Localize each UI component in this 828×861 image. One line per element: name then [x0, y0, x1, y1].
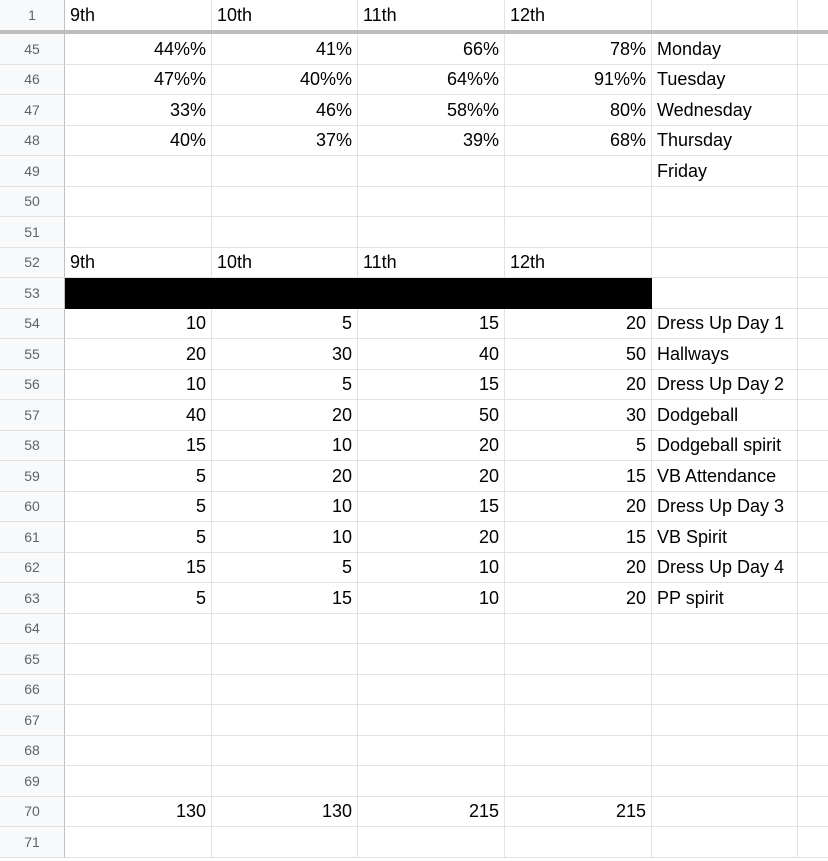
cell[interactable]: Dress Up Day 4 — [652, 553, 798, 584]
grid-row — [0, 614, 828, 645]
frozen-row-divider[interactable] — [0, 30, 828, 34]
cell[interactable]: 215 — [358, 797, 505, 828]
cell[interactable]: Tuesday — [652, 65, 798, 96]
cell[interactable]: 15 — [505, 461, 652, 492]
cell[interactable]: Friday — [652, 156, 798, 187]
cell[interactable] — [505, 705, 652, 736]
cell[interactable]: 15 — [358, 309, 505, 340]
cell[interactable] — [505, 766, 652, 797]
cell[interactable]: 20 — [358, 522, 505, 553]
grid-row — [0, 736, 828, 767]
cell[interactable] — [798, 95, 828, 126]
row-number-header[interactable]: 70 — [0, 797, 65, 828]
cell[interactable] — [212, 614, 358, 645]
cell[interactable]: 5 — [65, 583, 212, 614]
grid-row — [0, 34, 828, 65]
cell[interactable]: 66% — [358, 34, 505, 65]
cell[interactable]: 130 — [65, 797, 212, 828]
cell[interactable] — [798, 65, 828, 96]
cell[interactable] — [505, 614, 652, 645]
cell[interactable] — [798, 370, 828, 401]
row-number-header[interactable]: 53 — [0, 278, 65, 309]
grid-row — [0, 370, 828, 401]
cell[interactable]: 130 — [212, 797, 358, 828]
cell[interactable] — [212, 736, 358, 767]
cell[interactable] — [798, 797, 828, 828]
row-number-header[interactable]: 51 — [0, 217, 65, 248]
cell[interactable]: 5 — [212, 553, 358, 584]
grid-row — [0, 583, 828, 614]
cell[interactable]: 41% — [212, 34, 358, 65]
row-number-header[interactable]: 67 — [0, 705, 65, 736]
cell[interactable]: 20 — [212, 461, 358, 492]
cell[interactable]: Dress Up Day 1 — [652, 309, 798, 340]
cell[interactable] — [798, 827, 828, 858]
grid-row — [0, 156, 828, 187]
row-number-header[interactable]: 1 — [0, 0, 65, 31]
cell[interactable]: 10 — [65, 370, 212, 401]
row-number-header[interactable]: 60 — [0, 492, 65, 523]
cell[interactable]: 91%% — [505, 65, 652, 96]
row-number-header[interactable]: 54 — [0, 309, 65, 340]
grid-row — [0, 187, 828, 218]
cell[interactable]: 20 — [505, 309, 652, 340]
cell[interactable]: Wednesday — [652, 95, 798, 126]
cell[interactable] — [798, 278, 828, 309]
cell[interactable]: 9th — [65, 248, 212, 279]
cell[interactable]: 50 — [358, 400, 505, 431]
cell[interactable] — [358, 614, 505, 645]
cell[interactable]: Thursday — [652, 126, 798, 157]
cell[interactable] — [798, 0, 828, 31]
grid-row — [0, 492, 828, 523]
cell[interactable] — [798, 766, 828, 797]
cell[interactable] — [505, 644, 652, 675]
cell[interactable] — [798, 217, 828, 248]
cell[interactable]: 15 — [65, 553, 212, 584]
cell[interactable] — [505, 827, 652, 858]
cell[interactable]: 40%% — [212, 65, 358, 96]
cell[interactable] — [652, 827, 798, 858]
row-number-header[interactable]: 68 — [0, 736, 65, 767]
cell[interactable] — [65, 675, 212, 706]
cell[interactable]: 12th — [505, 248, 652, 279]
cell[interactable]: 15 — [358, 370, 505, 401]
cell[interactable]: Dress Up Day 2 — [652, 370, 798, 401]
cell[interactable]: Hallways — [652, 339, 798, 370]
cell[interactable] — [798, 553, 828, 584]
cell[interactable]: 78% — [505, 34, 652, 65]
cell[interactable] — [652, 736, 798, 767]
cell[interactable]: 9th — [65, 0, 212, 31]
cell[interactable]: 30 — [212, 339, 358, 370]
row-number-header[interactable]: 59 — [0, 461, 65, 492]
cell[interactable] — [652, 675, 798, 706]
cell[interactable] — [798, 34, 828, 65]
cell[interactable] — [798, 736, 828, 767]
cell[interactable] — [212, 827, 358, 858]
cell[interactable]: Dress Up Day 3 — [652, 492, 798, 523]
grid-row — [0, 248, 828, 279]
cell[interactable]: 50 — [505, 339, 652, 370]
cell[interactable]: VB Attendance — [652, 461, 798, 492]
cell[interactable]: 58%% — [358, 95, 505, 126]
row-number-header[interactable]: 64 — [0, 614, 65, 645]
cell[interactable]: 5 — [212, 370, 358, 401]
cell[interactable]: 5 — [65, 522, 212, 553]
cell[interactable]: 68% — [505, 126, 652, 157]
grid-row — [0, 522, 828, 553]
cell[interactable]: 33% — [65, 95, 212, 126]
cell[interactable]: 10 — [212, 492, 358, 523]
grid-row — [0, 400, 828, 431]
row-number-header[interactable]: 63 — [0, 583, 65, 614]
cell[interactable]: 10th — [212, 248, 358, 279]
grid-row — [0, 95, 828, 126]
cell[interactable] — [652, 217, 798, 248]
grid-row — [0, 278, 828, 309]
cell[interactable]: 20 — [505, 370, 652, 401]
row-number-header[interactable]: 61 — [0, 522, 65, 553]
cell[interactable] — [65, 827, 212, 858]
cell[interactable] — [358, 766, 505, 797]
cell[interactable]: 47%% — [65, 65, 212, 96]
cell[interactable]: 37% — [212, 126, 358, 157]
cell[interactable] — [505, 736, 652, 767]
grid-row — [0, 0, 828, 31]
cell[interactable] — [652, 278, 798, 309]
cell[interactable]: 20 — [505, 553, 652, 584]
cell[interactable] — [798, 248, 828, 279]
cell[interactable] — [505, 156, 652, 187]
row-number-header[interactable]: 48 — [0, 126, 65, 157]
row-number-header[interactable]: 47 — [0, 95, 65, 126]
cell[interactable] — [798, 522, 828, 553]
cell[interactable] — [652, 187, 798, 218]
cell[interactable]: 20 — [358, 431, 505, 462]
cell[interactable] — [798, 156, 828, 187]
grid-row — [0, 217, 828, 248]
cell[interactable]: 11th — [358, 0, 505, 31]
cell[interactable]: 30 — [505, 400, 652, 431]
cell[interactable] — [652, 614, 798, 645]
row-number-header[interactable]: 62 — [0, 553, 65, 584]
cell[interactable] — [798, 400, 828, 431]
cell[interactable] — [212, 217, 358, 248]
row-number-header[interactable]: 66 — [0, 675, 65, 706]
cell[interactable] — [212, 705, 358, 736]
cell[interactable] — [505, 187, 652, 218]
row-number-header[interactable]: 71 — [0, 827, 65, 858]
cell[interactable] — [798, 614, 828, 645]
row-number-header[interactable]: 45 — [0, 34, 65, 65]
cell[interactable]: 40 — [358, 339, 505, 370]
cell[interactable]: 20 — [358, 461, 505, 492]
cell[interactable] — [65, 766, 212, 797]
cell[interactable] — [65, 156, 212, 187]
cell[interactable] — [652, 705, 798, 736]
grid-row — [0, 675, 828, 706]
grid-row — [0, 644, 828, 675]
cell[interactable] — [798, 583, 828, 614]
cell[interactable] — [65, 705, 212, 736]
cell[interactable]: 15 — [358, 492, 505, 523]
cell[interactable]: 20 — [505, 492, 652, 523]
cell[interactable]: 10th — [212, 0, 358, 31]
cell[interactable]: 40% — [65, 126, 212, 157]
grid-row — [0, 309, 828, 340]
cell[interactable] — [798, 705, 828, 736]
grid-row — [0, 339, 828, 370]
cell[interactable]: 10 — [358, 553, 505, 584]
cell[interactable] — [798, 431, 828, 462]
cell[interactable] — [358, 827, 505, 858]
cell[interactable]: 5 — [65, 461, 212, 492]
cell[interactable] — [65, 644, 212, 675]
cell[interactable]: Dodgeball — [652, 400, 798, 431]
cell[interactable] — [798, 644, 828, 675]
grid-row — [0, 461, 828, 492]
row-number-header[interactable]: 55 — [0, 339, 65, 370]
row-number-header[interactable]: 49 — [0, 156, 65, 187]
cell[interactable] — [505, 217, 652, 248]
grid-row — [0, 766, 828, 797]
row-number-header[interactable]: 56 — [0, 370, 65, 401]
cell[interactable] — [798, 126, 828, 157]
cell[interactable] — [358, 644, 505, 675]
cell[interactable]: 46% — [212, 95, 358, 126]
cell[interactable]: 15 — [65, 431, 212, 462]
cell[interactable]: 15 — [505, 522, 652, 553]
cell[interactable]: 5 — [505, 431, 652, 462]
cell[interactable] — [358, 736, 505, 767]
cell[interactable] — [358, 156, 505, 187]
cell[interactable] — [358, 705, 505, 736]
cell[interactable] — [212, 644, 358, 675]
grid-row — [0, 705, 828, 736]
cell[interactable] — [65, 614, 212, 645]
cell[interactable] — [652, 248, 798, 279]
cell[interactable]: 39% — [358, 126, 505, 157]
cell[interactable] — [358, 278, 505, 309]
cell[interactable] — [212, 278, 358, 309]
cell[interactable]: 10 — [212, 431, 358, 462]
cell[interactable] — [65, 278, 212, 309]
grid-row — [0, 431, 828, 462]
cell[interactable]: 20 — [65, 339, 212, 370]
cell[interactable] — [798, 492, 828, 523]
grid-row — [0, 797, 828, 828]
grid-row — [0, 126, 828, 157]
cell[interactable] — [505, 675, 652, 706]
cell[interactable] — [212, 156, 358, 187]
grid-row — [0, 65, 828, 96]
cell[interactable] — [505, 278, 652, 309]
row-number-header[interactable]: 57 — [0, 400, 65, 431]
cell[interactable]: Dodgeball spirit — [652, 431, 798, 462]
cell[interactable]: 12th — [505, 0, 652, 31]
cell[interactable] — [652, 797, 798, 828]
cell[interactable] — [358, 675, 505, 706]
cell[interactable] — [65, 736, 212, 767]
cell[interactable]: 11th — [358, 248, 505, 279]
row-number-header[interactable]: 69 — [0, 766, 65, 797]
cell[interactable]: VB Spirit — [652, 522, 798, 553]
row-number-header[interactable]: 46 — [0, 65, 65, 96]
cell[interactable]: 15 — [212, 583, 358, 614]
cell[interactable]: 10 — [358, 583, 505, 614]
cell[interactable] — [798, 461, 828, 492]
cell[interactable] — [652, 0, 798, 31]
cell[interactable] — [798, 675, 828, 706]
cell[interactable] — [798, 339, 828, 370]
cell[interactable] — [358, 187, 505, 218]
cell[interactable]: 44%% — [65, 34, 212, 65]
cell[interactable]: 40 — [65, 400, 212, 431]
cell[interactable]: 215 — [505, 797, 652, 828]
cell[interactable]: 5 — [65, 492, 212, 523]
cell[interactable]: 5 — [212, 309, 358, 340]
row-number-header[interactable]: 50 — [0, 187, 65, 218]
grid-row — [0, 553, 828, 584]
cell[interactable] — [65, 187, 212, 218]
cell[interactable] — [212, 675, 358, 706]
cell[interactable]: PP spirit — [652, 583, 798, 614]
row-number-header[interactable]: 52 — [0, 248, 65, 279]
cell[interactable]: 64%% — [358, 65, 505, 96]
cell[interactable]: Monday — [652, 34, 798, 65]
cell[interactable] — [798, 187, 828, 218]
cell[interactable] — [212, 766, 358, 797]
cell[interactable]: 80% — [505, 95, 652, 126]
cell[interactable] — [798, 309, 828, 340]
cell[interactable] — [65, 217, 212, 248]
row-number-header[interactable]: 65 — [0, 644, 65, 675]
cell[interactable] — [652, 766, 798, 797]
cell[interactable] — [358, 217, 505, 248]
cell[interactable]: 10 — [212, 522, 358, 553]
cell[interactable] — [212, 187, 358, 218]
cell[interactable] — [652, 644, 798, 675]
cell[interactable]: 20 — [505, 583, 652, 614]
cell[interactable]: 10 — [65, 309, 212, 340]
grid-row — [0, 827, 828, 858]
cell[interactable]: 20 — [212, 400, 358, 431]
row-number-header[interactable]: 58 — [0, 431, 65, 462]
